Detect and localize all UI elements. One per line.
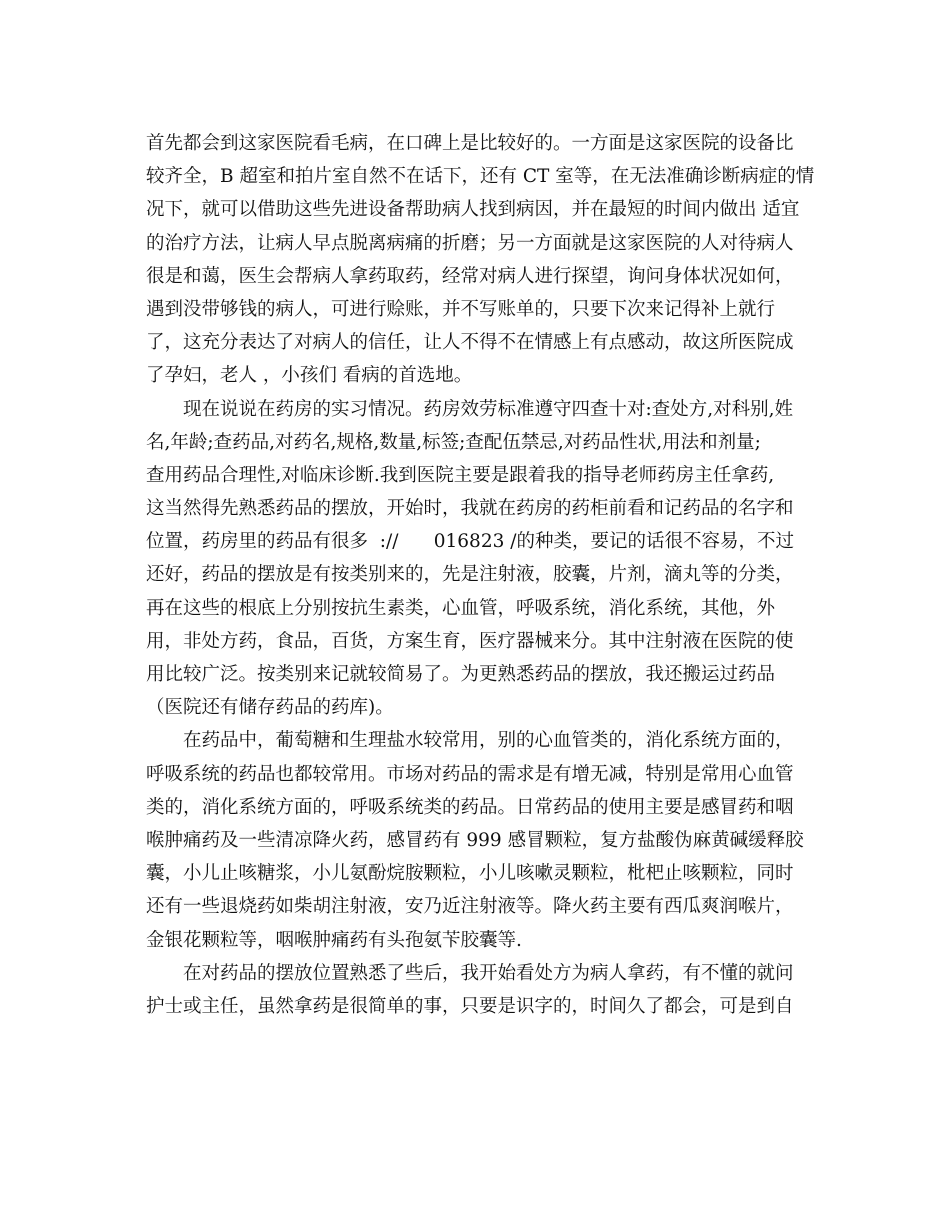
text-line: 用比较广泛。按类别来记就较简易了。为更熟悉药品的摆放，我还搬运过药品 [146, 664, 776, 685]
text-line: 况下，就可以借助这些先进设备帮助病人找到病因，并在最短的时间内做出 适宜 [146, 199, 800, 221]
text-line: 护士或主任，虽然拿药是很简单的事，只要是识字的，时间久了都会，可是到自 [146, 995, 794, 1017]
text-line: 较齐全，B 超室和拍片室自然不在话下，还有 CT 室等，在无法准确诊断病症的情 [146, 166, 815, 188]
text-line: 囊，小儿止咳糖浆，小儿氨酚烷胺颗粒，小儿咳嗽灵颗粒，枇杷止咳颗粒，同时 [146, 863, 794, 885]
text-line: 了，这充分表达了对病人的信任，让人不得不在情感上有点感动，故这所医院成 [146, 332, 794, 354]
text-line: （医院还有储存药品的药库)。 [146, 697, 394, 719]
document-body [146, 127, 815, 1023]
text-line: 类的，消化系统方面的，呼吸系统类的药品。日常药品的使用主要是感冒药和咽 [146, 796, 794, 818]
text-line: 名,年龄;查药品,对药名,规格,数量,标签;查配伍禁忌,对药品性状,用法和剂量; [146, 431, 761, 453]
text-line: 很是和蔼，医生会帮病人拿药取药，经常对病人进行探望，询问身体状况如何， [146, 265, 794, 287]
text-line: 再在这些的根底上分别按抗生素类，心血管，呼吸系统，消化系统，其他，外 [146, 597, 776, 619]
text-line: 这当然得先熟悉药品的摆放，开始时，我就在药房的药柜前看和记药品的名字和 [146, 498, 794, 520]
paragraph-first-line: 在药品中，葡萄糖和生理盐水较常用，别的心血管类的，消化系统方面的， [183, 730, 794, 752]
text-line: 首先都会到这家医院看毛病，在口碑上是比较好的。一方面是这家医院的设备比 [146, 133, 794, 154]
text-line: 金银花颗粒等，咽喉肿痛药有头孢氨苄胶囊等. [146, 929, 522, 951]
text-line: 还有一些退烧药如柴胡注射液，安乃近注射液等。降火药主要有西瓜爽润喉片， [146, 896, 794, 918]
paragraph-first-line: 在对药品的摆放位置熟悉了些后，我开始看处方为病人拿药，有不懂的就问 [183, 962, 794, 984]
text-line: 的治疗方法，让病人早点脱离病痛的折磨；另一方面就是这家医院的人对待病人 [146, 232, 794, 254]
text-line: 遇到没带够钱的病人，可进行赊账，并不写账单的，只要下次来记得补上就行 [146, 298, 776, 320]
text-line: 呼吸系统的药品也都较常用。市场对药品的需求是有增无减，特别是常用心血管 [146, 763, 794, 785]
text-line: 用，非处方药，食品，百货，方案生育，医疗器械来分。其中注射液在医院的使 [146, 630, 794, 652]
text-line: 了孕妇，老人 ，小孩们 看病的首选地。 [146, 365, 473, 387]
text-line: 喉肿痛药及一些清凉降火药，感冒药有 999 感冒颗粒，复方盐酸伪麻黄碱缓释胶 [146, 829, 804, 851]
text-line: 还好，药品的摆放是有按类别来的，先是注射液，胶囊，片剂，滴丸等的分类， [146, 564, 794, 586]
text-line: 查用药品合理性,对临床诊断.我到医院主要是跟着我的指导老师药房主任拿药, [146, 464, 775, 486]
paragraph-first-line: 现在说说在药房的实习情况。药房效劳标准遵守四查十对:查处方,对科别,姓 [183, 398, 793, 420]
text-line: 位置，药房里的药品有很多 :// 016823 /的种类，要记的话很不容易，不过 [146, 531, 794, 553]
